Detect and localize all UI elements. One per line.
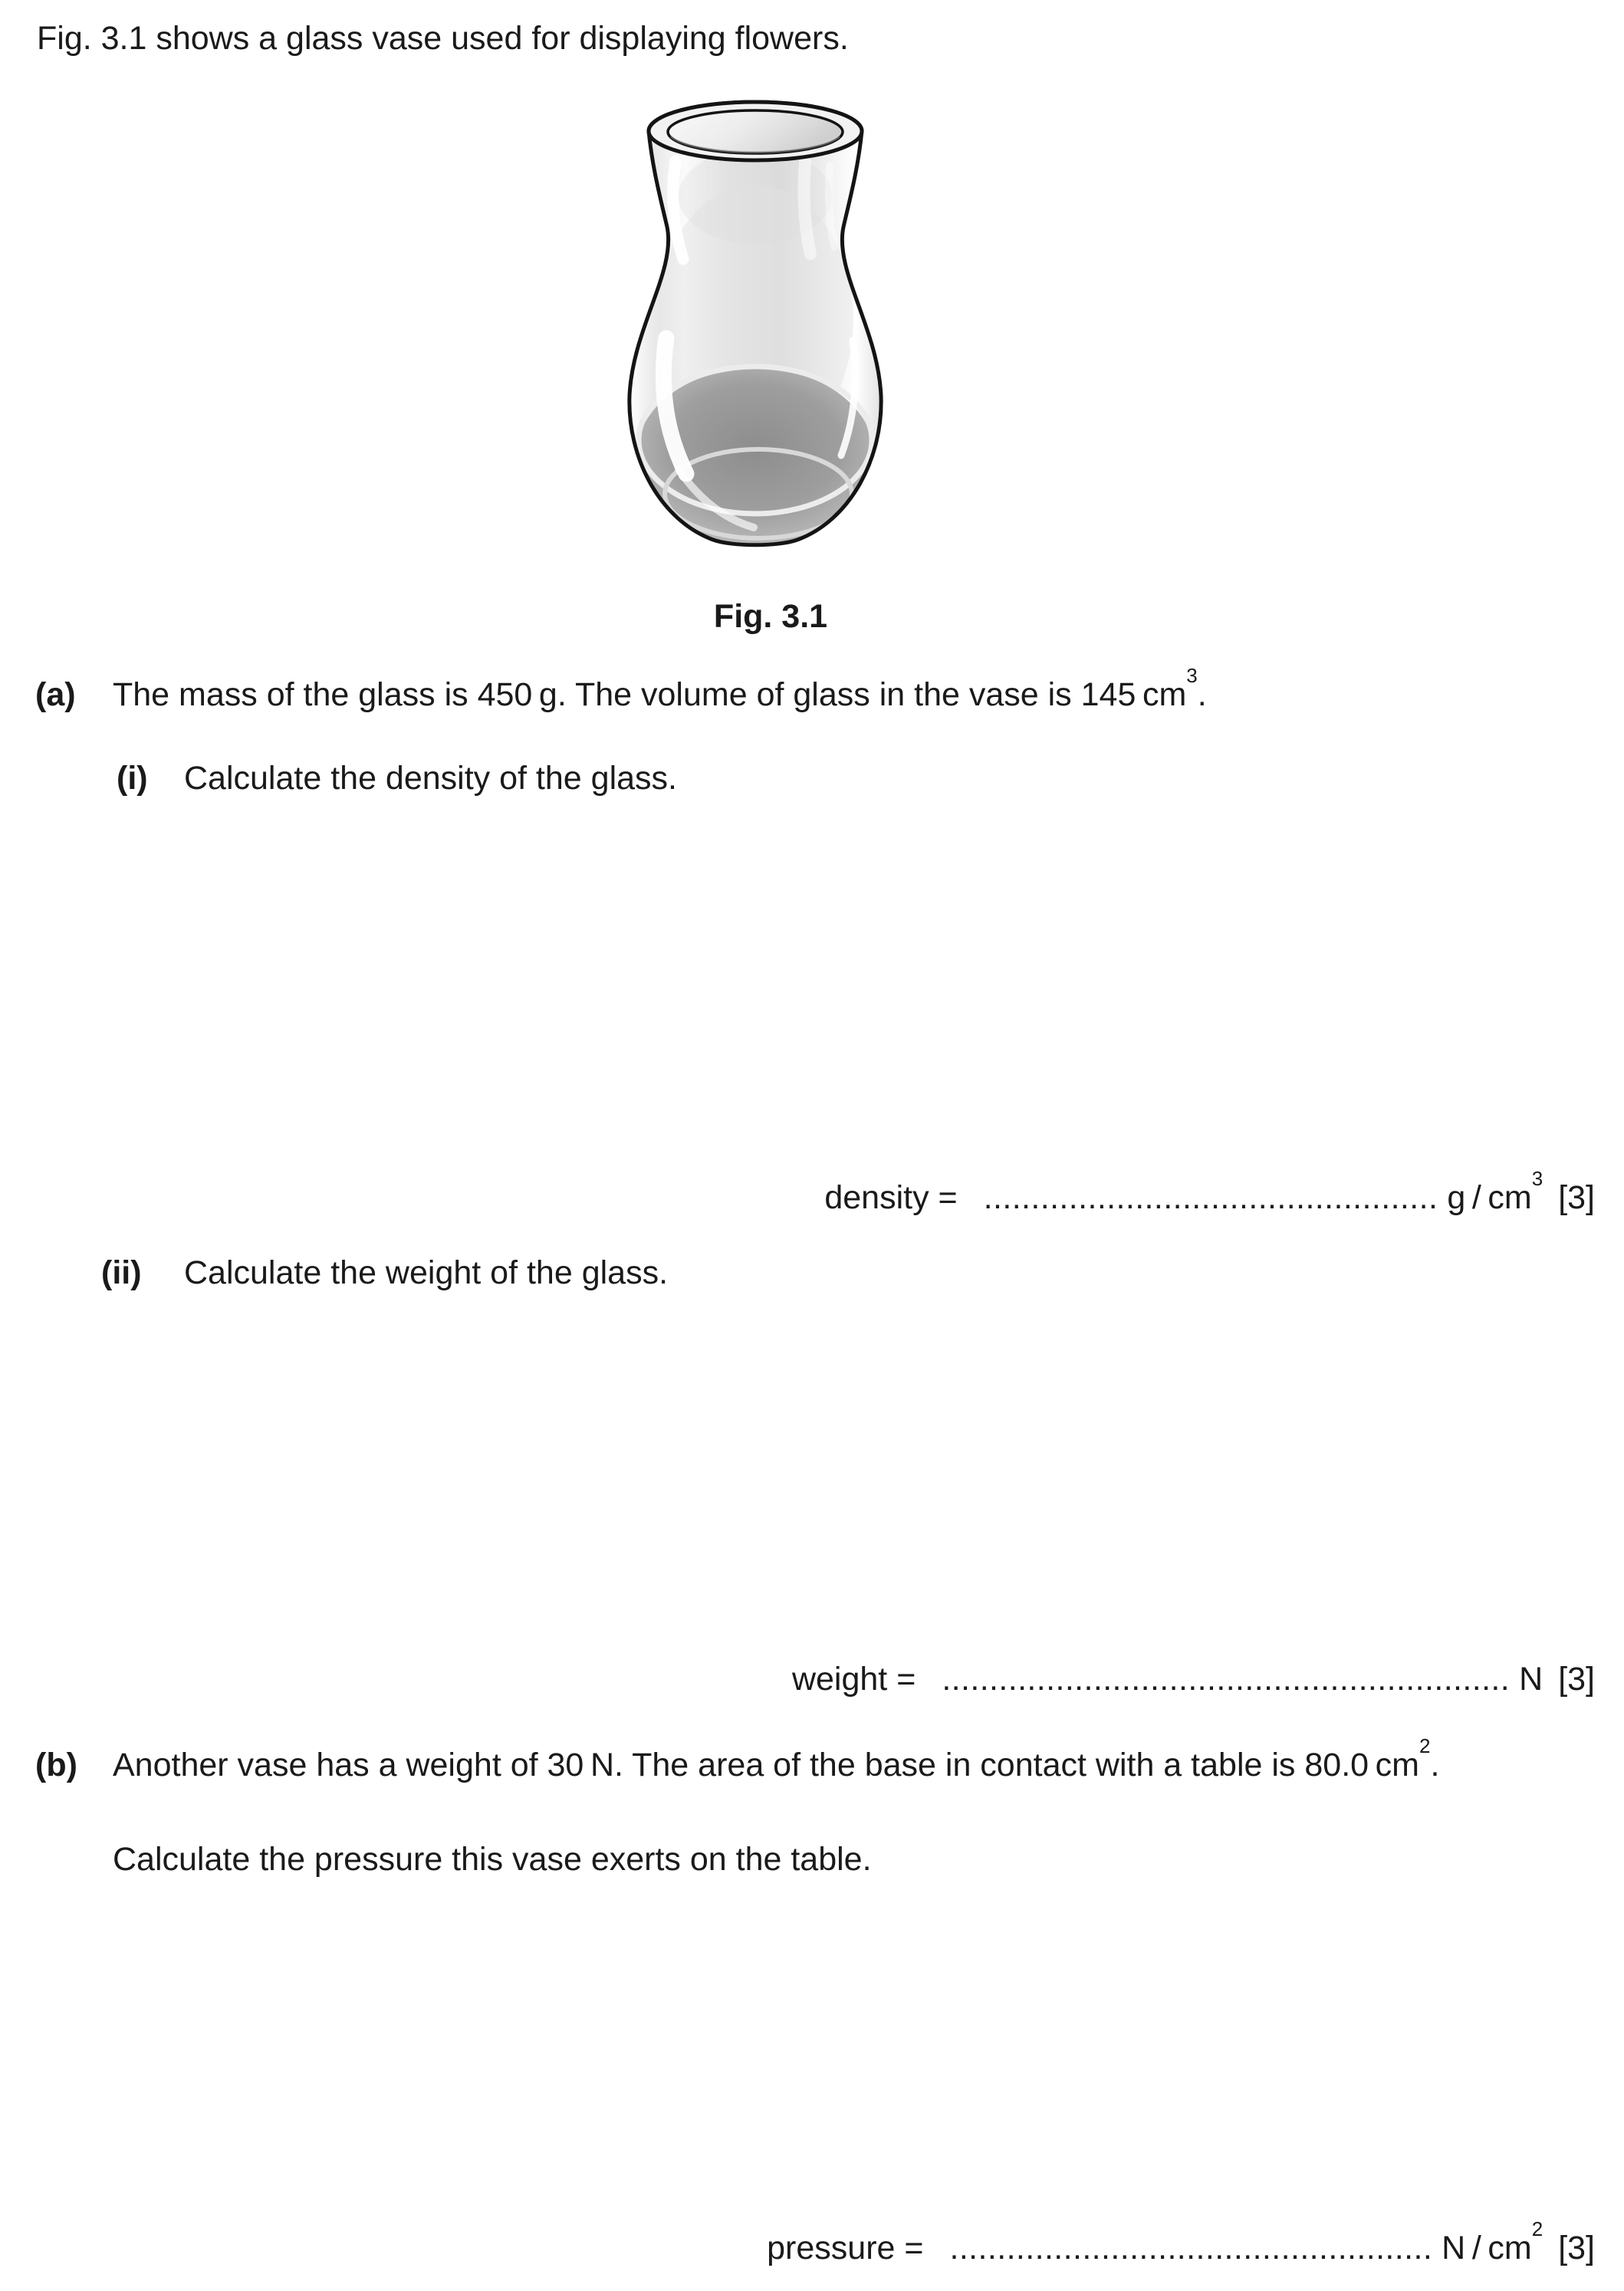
weight-unit: N (1519, 1661, 1543, 1698)
pressure-label: pressure = (767, 2230, 924, 2266)
glass-vase-illustration (625, 97, 886, 551)
part-a-text-end: . (1197, 676, 1207, 713)
density-unit-superscript: 3 (1531, 1166, 1543, 1190)
part-a-marker: (a) (35, 676, 76, 713)
cm2-superscript: 2 (1419, 1734, 1431, 1757)
part-b-text-main: Another vase has a weight of 30 N. The area of the base in contact with a table is 80.0 cm (113, 1747, 1419, 1783)
part-a-text (113, 663, 1207, 714)
pressure-marks: [3] (1558, 2230, 1595, 2266)
part-a-text-main: The mass of the glass is 450 g. The volume of glass in the vase is 145 cm (113, 676, 1187, 713)
pressure-unit-superscript: 2 (1531, 2217, 1543, 2240)
part-a-ii-text: Calculate the weight of the glass. (184, 1254, 669, 1291)
density-label: density = (824, 1179, 958, 1216)
intro-text: Fig. 3.1 shows a glass vase used for displaying flowers. (37, 20, 849, 57)
weight-marks: [3] (1558, 1661, 1595, 1698)
pressure-dotted-line: ................................................... (949, 2230, 1433, 2266)
density-answer-row (824, 1166, 1595, 1217)
figure-caption: Fig. 3.1 (713, 598, 828, 635)
part-b-text-end: . (1430, 1747, 1440, 1783)
vase-figure (625, 97, 886, 551)
part-a-i-text: Calculate the density of the glass. (184, 760, 677, 797)
density-marks: [3] (1558, 1179, 1595, 1216)
density-unit: g / $cm^3$ (1447, 1166, 1543, 1216)
density-dotted-line: ................................................ (983, 1179, 1438, 1216)
pressure-unit: N / $cm^2$ (1442, 2217, 1543, 2266)
part-a-ii-marker: (ii) (101, 1254, 142, 1291)
weight-label: weight = (791, 1661, 916, 1698)
part-b-marker: (b) (35, 1747, 77, 1783)
part-b-instruction: Calculate the pressure this vase exerts on the table. (113, 1841, 872, 1878)
part-a-i-marker: (i) (117, 760, 148, 797)
pressure-answer-row (767, 2217, 1595, 2267)
weight-dotted-line: ............................................................ (942, 1661, 1511, 1698)
part-b-text (113, 1734, 1440, 1784)
weight-answer-row (792, 1660, 1595, 1698)
cm3-superscript: 3 (1186, 663, 1198, 687)
